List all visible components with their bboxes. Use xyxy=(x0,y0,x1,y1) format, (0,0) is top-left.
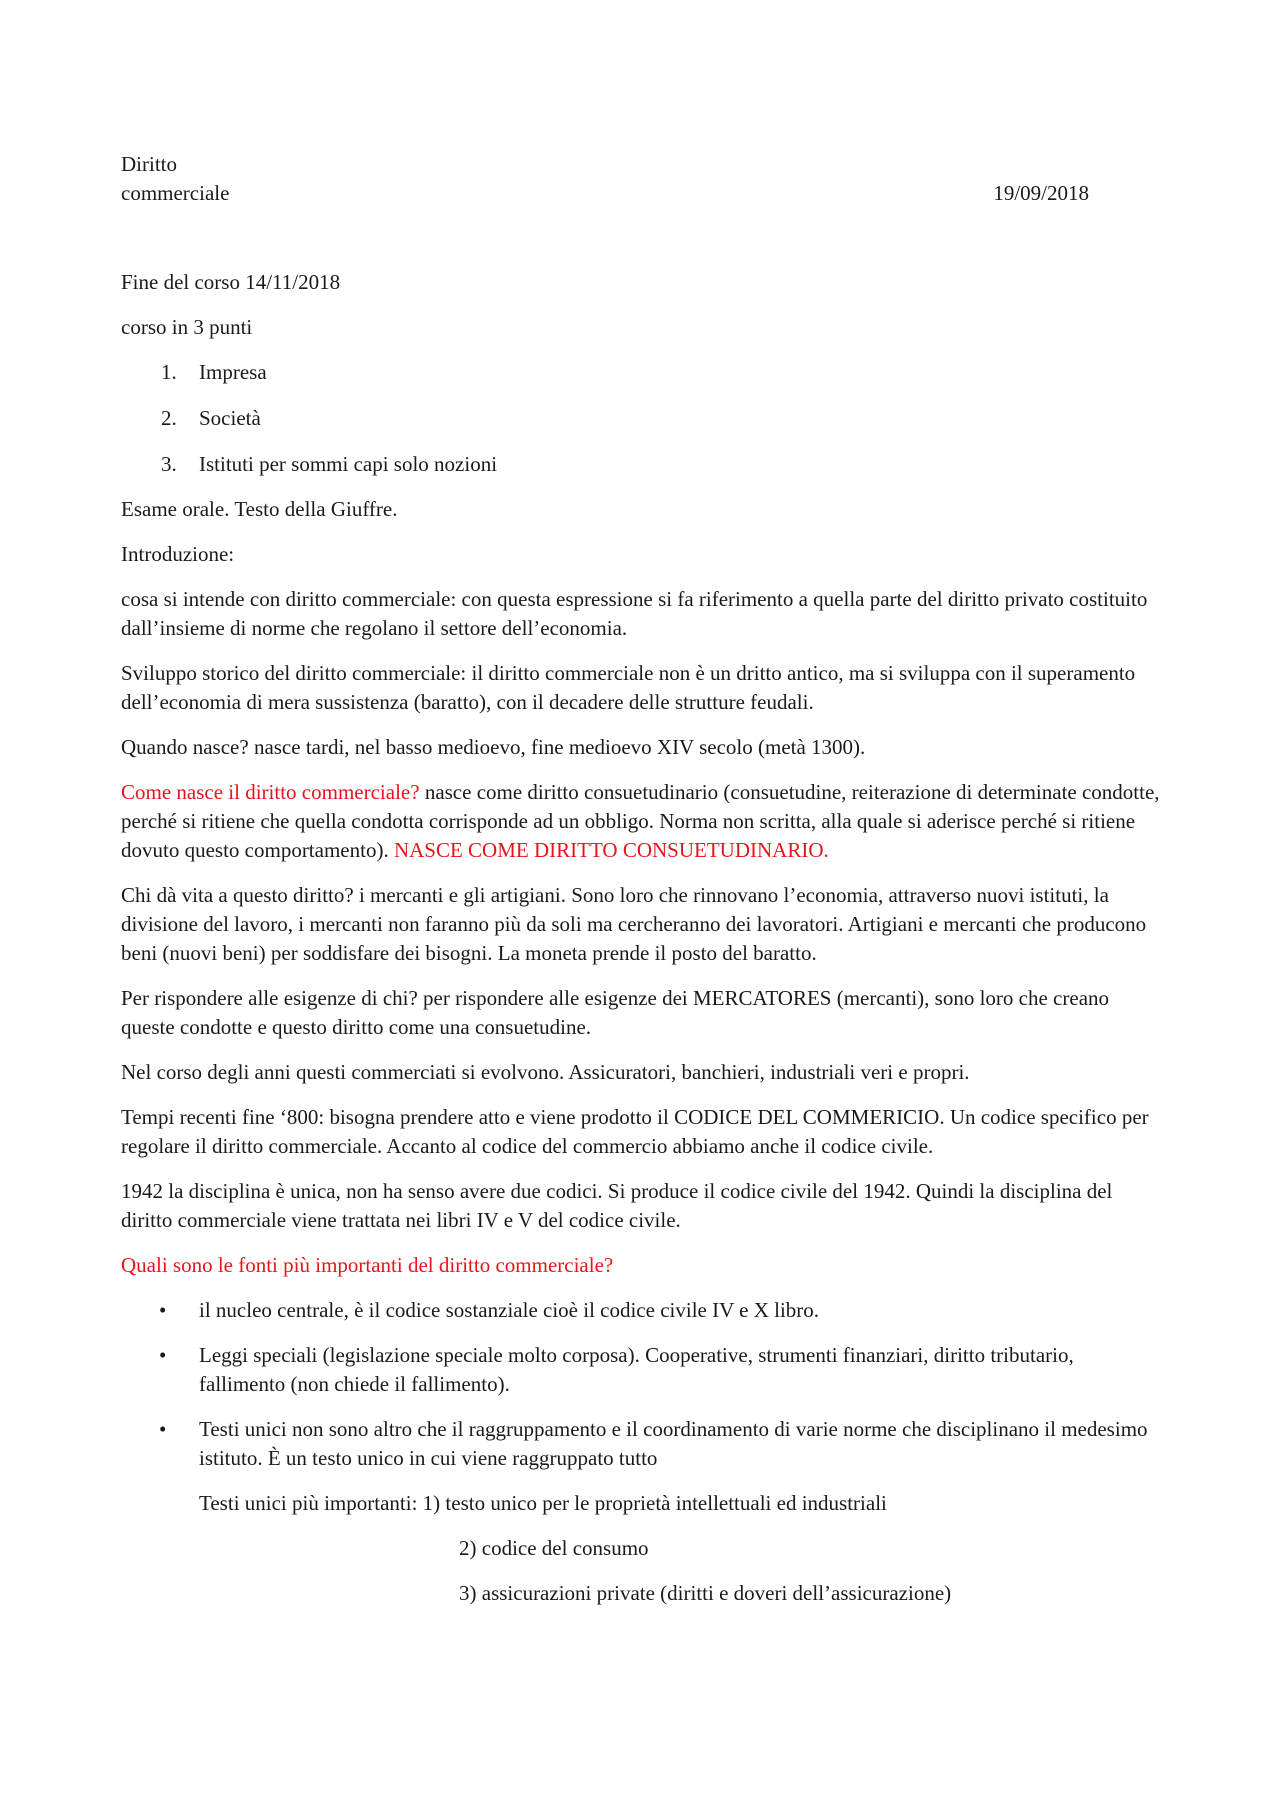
exam-line: Esame orale. Testo della Giuffre. xyxy=(121,497,398,521)
testi-unici-item-3: 3) assicurazioni private (diritti e doveri dell’assicurazione) xyxy=(459,1581,952,1605)
history-paragraph: Sviluppo storico del diritto commerciale: il diritto commerciale non è un dritto antico, ma si sviluppa con il superamento dell’economia di mera sussistenza (baratto), con il decadere delle strutture feudali. xyxy=(121,661,1136,714)
when-paragraph: Quando nasce? nasce tardi, nel basso medioevo, fine medioevo XIV secolo (metà 1300). xyxy=(121,735,866,759)
list-item-label: Società xyxy=(199,406,261,430)
how-question: Come nasce il diritto commerciale? xyxy=(121,780,420,804)
list-item-text: Leggi speciali (legislazione speciale molto corposa). Cooperative, strumenti finanziari, diritto tributario, fallimento (non chiede il fallimento). xyxy=(199,1343,1074,1396)
sources-question: Quali sono le fonti più importanti del diritto commerciale? xyxy=(121,1253,614,1277)
list-item xyxy=(121,1341,1161,1399)
how-paragraph xyxy=(121,778,1161,865)
list-item xyxy=(121,358,1161,387)
evolution-paragraph: Nel corso degli anni questi commerciati si evolvono. Assicuratori, banchieri, industriali veri e propri. xyxy=(121,1060,970,1084)
how-answer: nasce come diritto consuetudinario (consuetudine, reiterazione di determinate condotte, perché si ritiene che quella condotta corrisponde ad un obbligo. Norma non scritta, alla quale si aderisce perché si ritiene dovuto questo comportamento). xyxy=(121,780,1160,862)
list-item-text: Testi unici non sono altro che il raggruppamento e il coordinamento di varie norme che disciplinano il medesimo istituto. È un testo unico in cui viene raggruppato tutto xyxy=(199,1417,1148,1470)
bullet-icon: • xyxy=(159,1417,167,1441)
document-title-line2: commerciale xyxy=(121,181,230,205)
document-date: 19/09/2018 xyxy=(993,181,1089,205)
testi-unici-lead: Testi unici più importanti: 1) testo unico per le proprietà intellettuali ed industriali xyxy=(199,1491,887,1515)
introduction-heading: Introduzione: xyxy=(121,542,235,566)
sources-list xyxy=(121,1296,1161,1473)
list-number: 1. xyxy=(161,360,177,384)
needs-paragraph: Per rispondere alle esigenze di chi? per rispondere alle esigenze dei MERCATORES (mercanti), sono loro che creano queste condotte e questo diritto come una consuetudine. xyxy=(121,986,1110,1039)
list-item xyxy=(121,450,1161,479)
list-item-label: Istituti per sommi capi solo nozioni xyxy=(199,452,498,476)
list-item xyxy=(121,1296,1161,1325)
year-1942-paragraph: 1942 la disciplina è unica, non ha senso avere due codici. Si produce il codice civile del 1942. Quindi la disciplina del diritto commerciale viene trattata nei libri IV e V del codice civile. xyxy=(121,1179,1113,1232)
how-emphasis: NASCE COME DIRITTO CONSUETUDINARIO. xyxy=(393,838,829,862)
course-end-line: Fine del corso 14/11/2018 xyxy=(121,270,341,294)
topics-list xyxy=(121,358,1161,479)
recent-paragraph: Tempi recenti fine ‘800: bisogna prendere atto e viene prodotto il CODICE DEL COMMERICIO. Un codice specifico per regolare il diritto commerciale. Accanto al codice del commercio abbiamo anche il codice civile. xyxy=(121,1105,1149,1158)
course-points-line: corso in 3 punti xyxy=(121,315,253,339)
list-item xyxy=(121,404,1161,433)
definition-paragraph: cosa si intende con diritto commerciale: con questa espressione si fa riferimento a quella parte del diritto privato costituito dall’insieme di norme che regolano il settore dell’economia. xyxy=(121,587,1148,640)
list-item xyxy=(121,1415,1161,1473)
document-title-line1: Diritto xyxy=(121,152,177,176)
document-body xyxy=(121,150,1161,1624)
bullet-icon: • xyxy=(159,1298,167,1322)
spacer xyxy=(121,208,1161,268)
list-number: 3. xyxy=(161,452,177,476)
bullet-icon: • xyxy=(159,1343,167,1367)
list-number: 2. xyxy=(161,406,177,430)
testi-unici-item-2: 2) codice del consumo xyxy=(459,1536,649,1560)
list-item-text: il nucleo centrale, è il codice sostanziale cioè il codice civile IV e X libro. xyxy=(199,1298,820,1322)
list-item-label: Impresa xyxy=(199,360,267,384)
who-paragraph: Chi dà vita a questo diritto? i mercanti e gli artigiani. Sono loro che rinnovano l’economia, attraverso nuovi istituti, la divisione del lavoro, i mercanti non faranno più da soli ma cercheranno dei lavoratori. Artigiani e mercanti che producono beni (nuovi beni) per soddisfare dei bisogni. La moneta prende il posto del baratto. xyxy=(121,883,1147,965)
header-row xyxy=(121,179,1089,208)
